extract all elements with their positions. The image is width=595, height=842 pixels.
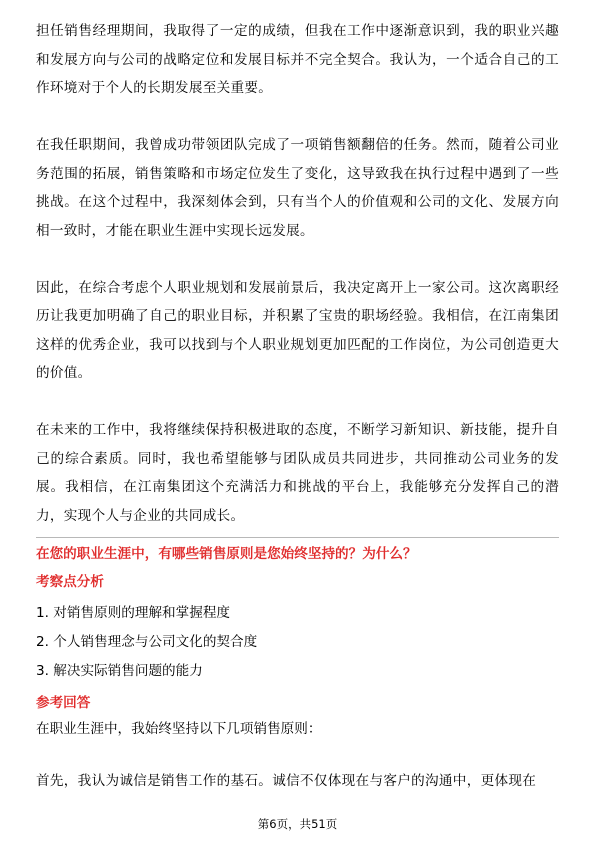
body-paragraph: 在未来的工作中，我将继续保持积极进取的态度，不断学习新知识、新技能，提升自己的综合素质。同时，我也希望能够与团队成员共同进步，共同推动公司业务的发展。我相信，在江南集团这个充满活力和挑战的平台上，我能够充分发挥自己的潜力，实现个人与企业的共同成长。: [36, 422, 559, 524]
interview-question: 在您的职业生涯中，有哪些销售原则是您始终坚持的？为什么？: [36, 546, 417, 562]
answer-heading: 参考回答: [36, 695, 91, 711]
body-paragraph: 在我任职期间，我曾成功带领团队完成了一项销售额翻倍的任务。然而，随着公司业务范围的拓展，销售策略和市场定位发生了变化，这导致我在执行过程中遇到了一些挑战。在这个过程中，我深刻体会到，只有当个人的价值观和公司的文化、发展方向相一致时，才能在职业生涯中实现长远发展。: [36, 137, 559, 239]
analysis-heading: 考察点分析: [36, 574, 104, 590]
analysis-point: 3. 解决实际销售问题的能力: [36, 663, 203, 679]
section-divider: [36, 537, 559, 538]
page-content: [36, 17, 559, 793]
analysis-point: 2. 个人销售理念与公司文化的契合度: [36, 634, 258, 650]
page-number-footer: 第6页，共51页: [257, 817, 338, 831]
answer-first-line: 首先，我认为诚信是销售工作的基石。诚信不仅体现在与客户的沟通中，更体现在: [36, 773, 537, 789]
body-paragraph: 因此，在综合考虑个人职业规划和发展前景后，我决定离开上一家公司。这次离职经历让我更加明确了自己的职业目标，并积累了宝贵的职场经验。我相信，在江南集团这样的优秀企业，我可以找到与个人职业规划更加匹配的工作岗位，为公司创造更大的价值。: [36, 279, 559, 381]
answer-intro: 在职业生涯中，我始终坚持以下几项销售原则：: [36, 721, 322, 737]
analysis-point: 1. 对销售原则的理解和掌握程度: [36, 605, 231, 621]
body-paragraph: 担任销售经理期间，我取得了一定的成绩，但我在工作中逐渐意识到，我的职业兴趣和发展方向与公司的战略定位和发展目标并不完全契合。我认为，一个适合自己的工作环境对于个人的长期发展至关重要。: [36, 23, 559, 96]
analysis-points-list: [36, 603, 559, 681]
